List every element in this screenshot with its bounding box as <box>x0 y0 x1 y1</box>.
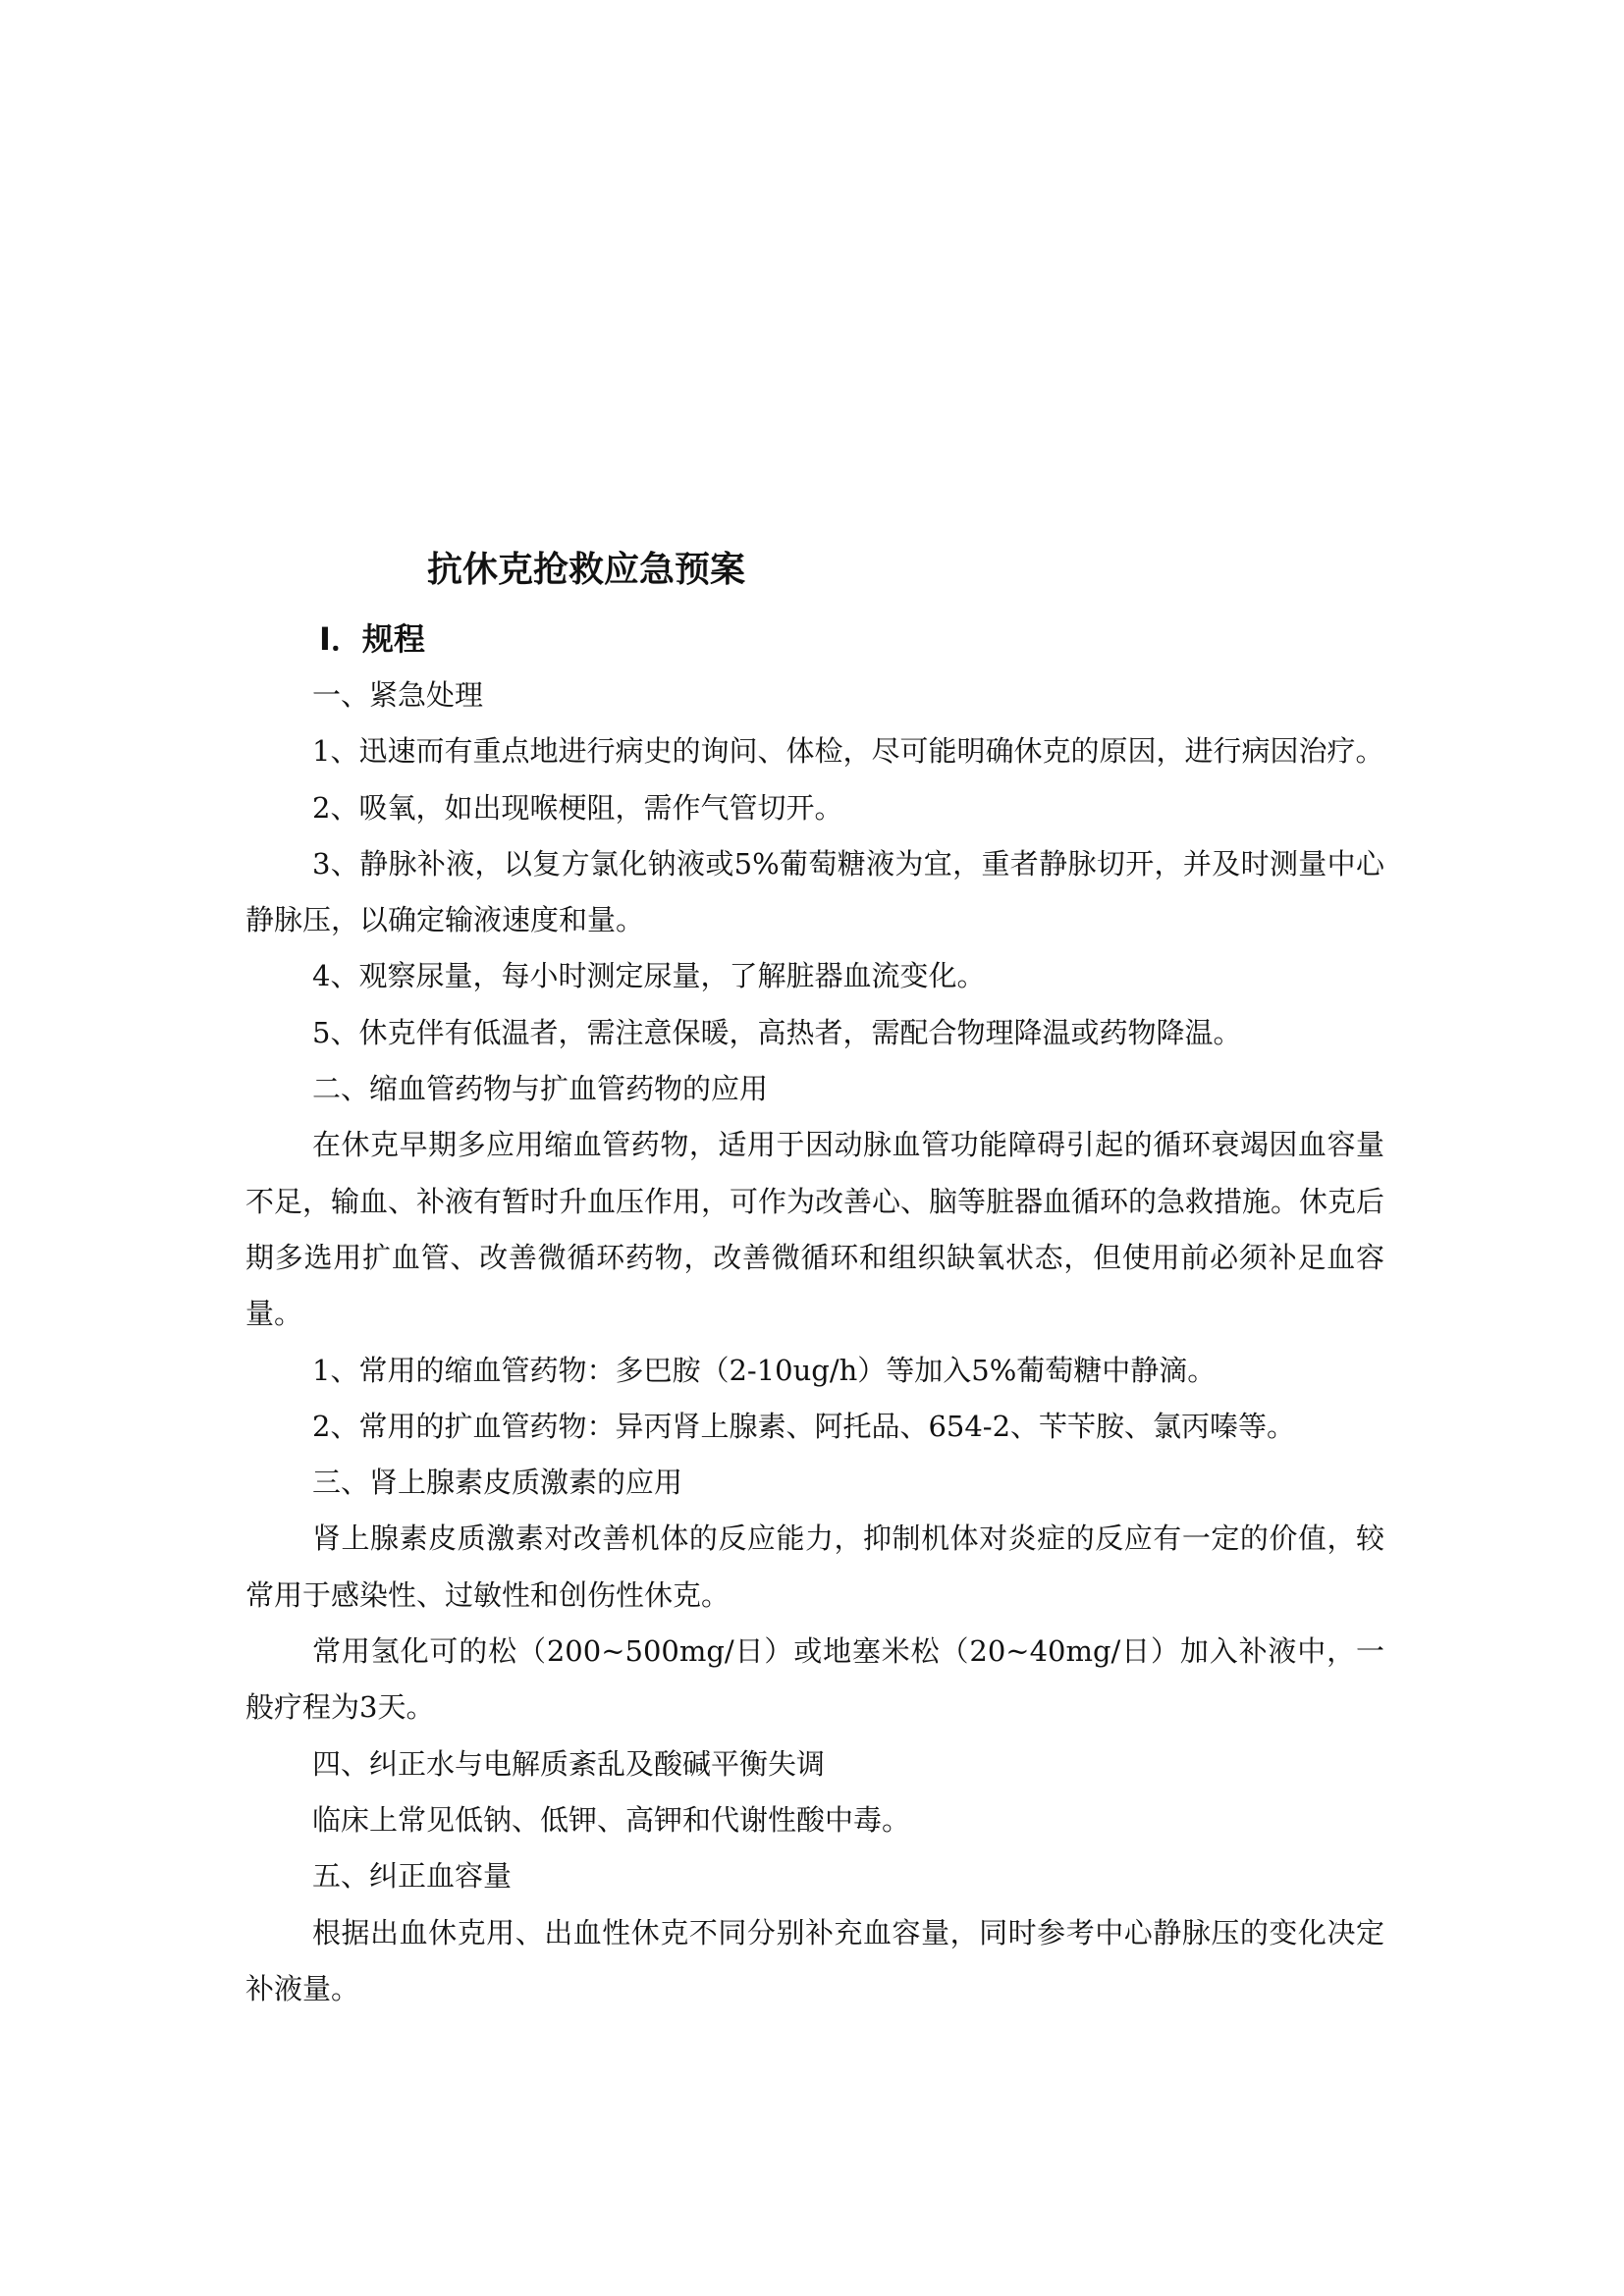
page-title: 抗休克抢救应急预案 <box>427 550 746 590</box>
subsection-heading: 五、纠正血容量 <box>312 1859 513 1894</box>
paragraph: 肾上腺素皮质激素对改善机体的反应能力，抑制机体对炎症的反应有一定的价值，较常用于感染性、过敏性和创伤性休克。 <box>245 1522 1384 1612</box>
paragraph: 3、静脉补液，以复方氯化钠液或5%葡萄糖液为宜，重者静脉切开，并及时测量中心静脉压，以确定输液速度和量。 <box>245 846 1384 937</box>
paragraph: 1、常用的缩血管药物：多巴胺（2-10ug/h）等加入5%葡萄糖中静滴。 <box>312 1353 1217 1387</box>
paragraph: 根据出血休克用、出血性休克不同分别补充血容量，同时参考中心静脉压的变化决定补液量。 <box>245 1915 1384 2005</box>
paragraph: 4、观察尿量，每小时测定尿量，了解脏器血流变化。 <box>312 959 986 993</box>
subsection-heading: 二、缩血管药物与扩血管药物的应用 <box>312 1072 769 1106</box>
paragraph: 临床上常见低钠、低钾、高钾和代谢性酸中毒。 <box>312 1802 911 1837</box>
paragraph: 1、迅速而有重点地进行病史的询问、体检，尽可能明确休克的原因，进行病因治疗。 <box>312 734 1384 769</box>
paragraph: 5、休克伴有低温者，需注意保暖，高热者，需配合物理降温或药物降温。 <box>312 1015 1242 1049</box>
section-heading: Ⅰ．规程 <box>319 620 425 658</box>
subsection-heading: 一、紧急处理 <box>312 678 484 712</box>
paragraph: 2、吸氧，如出现喉梗阻，需作气管切开。 <box>312 790 843 825</box>
paragraph: 在休克早期多应用缩血管药物，适用于因动脉血管功能障碍引起的循环衰竭因血容量不足，输血、补液有暂时升血压作用，可作为改善心、脑等脏器血循环的急救措施。休克后期多选用扩血管、改善微循环药物，改善微循环和组织缺氧状态，但使用前必须补足血容量。 <box>245 1128 1385 1331</box>
paragraph: 2、常用的扩血管药物：异丙肾上腺素、阿托品、654-2、苄苄胺、氯丙嗪等。 <box>312 1409 1296 1443</box>
paragraph: 常用氢化可的松（200~500mg/日）或地塞米松（20~40mg/日）加入补液中，一般疗程为3天。 <box>245 1634 1384 1725</box>
subsection-heading: 四、纠正水与电解质紊乱及酸碱平衡失调 <box>312 1746 826 1781</box>
document-body <box>245 667 1384 2017</box>
subsection-heading: 三、肾上腺素皮质激素的应用 <box>312 1466 683 1500</box>
